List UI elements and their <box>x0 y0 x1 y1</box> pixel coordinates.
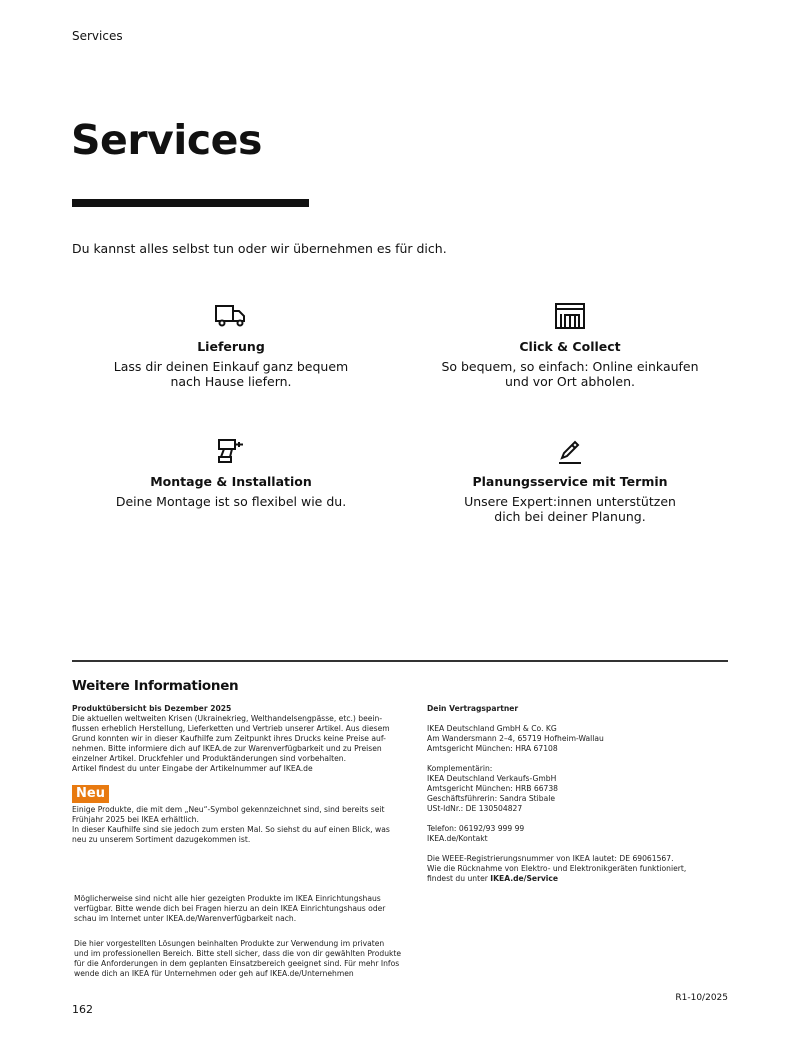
service-description <box>420 359 720 389</box>
page-number: 162 <box>72 1003 93 1016</box>
truck-icon <box>213 301 249 331</box>
text-line: flussen erheblich Herstellung, Lieferketten und Vertrieb unserer Artikel. Aus diesem <box>72 724 390 733</box>
text-line: Geschäftsführerin: Sandra Stibale <box>427 794 556 803</box>
service-lieferung <box>81 301 381 389</box>
service-description <box>420 494 720 524</box>
service-title: Click & Collect <box>519 339 621 354</box>
service-desc-line: nach Hause liefern. <box>170 374 292 389</box>
availability-note <box>74 894 404 924</box>
service-description <box>81 359 381 389</box>
product-overview-block <box>72 704 402 774</box>
running-header: Services <box>72 29 123 43</box>
service-description <box>81 494 381 509</box>
text-line: Die hier vorgestellten Lösungen beinhalten Produkte zur Verwendung im privaten <box>74 939 385 948</box>
text-line: und im professionellen Bereich. Bitte stell sicher, dass die von dir gewählten Produkte <box>74 949 402 958</box>
service-title: Planungsservice mit Termin <box>472 474 668 489</box>
text-line: neu zu unserem Sortiment dazugekommen ist. <box>72 835 251 844</box>
version-label: R1-10/2025 <box>675 993 728 1003</box>
text-line: Amtsgericht München: HRA 67108 <box>427 744 558 753</box>
text-line: Amtsgericht München: HRB 66738 <box>427 784 559 793</box>
service-montage <box>81 436 381 509</box>
title-underline-bar <box>72 199 309 207</box>
service-title: Lieferung <box>197 339 265 354</box>
text-line: für die Anforderungen in dem geplanten Einsatzbereich geeignet sind. Für mehr Infos <box>74 959 400 968</box>
service-title: Montage & Installation <box>150 474 312 489</box>
service-desc-line: Lass dir deinen Einkauf ganz bequem <box>113 359 349 374</box>
section-divider <box>72 660 728 662</box>
contract-partner-heading: Dein Vertragspartner <box>427 704 519 713</box>
service-planung <box>420 436 720 524</box>
text-line: Frühjahr 2025 bei IKEA erhältlich. <box>72 815 199 824</box>
service-desc-line: und vor Ort abholen. <box>505 374 635 389</box>
pencil-icon <box>552 436 588 466</box>
text-line: schau im Internet unter IKEA.de/Warenverfügbarkeit nach. <box>74 914 297 923</box>
text-line: Am Wandersmann 2–4, 65719 Hofheim-Wallau <box>427 734 604 743</box>
service-desc-line: Deine Montage ist so flexibel wie du. <box>115 494 347 509</box>
text-line: Die aktuellen weltweiten Krisen (Ukrainekrieg, Welthandelsengpässe, etc.) beein- <box>72 714 383 723</box>
kontakt-link[interactable]: IKEA.de/Kontakt <box>427 834 488 843</box>
text-line <box>427 874 727 884</box>
neu-badge: Neu <box>72 785 109 803</box>
text-fragment: findest du unter <box>427 874 491 883</box>
text-line: IKEA Deutschland Verkaufs-GmbH <box>427 774 557 783</box>
text-line: Möglicherweise sind nicht alle hier gezeigten Produkte im IKEA Einrichtungshaus <box>74 894 381 903</box>
service-desc-line: So bequem, so einfach: Online einkaufen <box>441 359 699 374</box>
text-line: Grund konnten wir in dieser Kaufhilfe zum Zeitpunkt ihres Drucks keine Preise auf- <box>72 734 386 743</box>
text-line: nehmen. Bitte informiere dich auf IKEA.de zur Warenverfügbarkeit und zu Preisen <box>72 744 382 753</box>
page-title: Services <box>71 116 262 164</box>
text-line: Einige Produkte, die mit dem „Neu“-Symbol gekennzeichnet sind, sind bereits seit <box>72 805 385 814</box>
text-line: Telefon: 06192/93 999 99 <box>427 824 525 833</box>
service-desc-line: dich bei deiner Planung. <box>494 509 646 524</box>
text-line: einzelner Artikel. Druckfehler und Produktänderungen sind vorbehalten. <box>72 754 347 763</box>
contract-partner-block <box>427 704 727 884</box>
store-icon <box>552 301 588 331</box>
text-line: IKEA Deutschland GmbH & Co. KG <box>427 724 557 733</box>
drill-icon <box>213 436 249 466</box>
text-line: Die WEEE-Registrierungsnummer von IKEA lautet: DE 69061567. <box>427 854 674 863</box>
text-line: In dieser Kaufhilfe sind sie jedoch zum ersten Mal. So siehst du auf einen Blick, was <box>72 825 390 834</box>
text-line: USt-IdNr.: DE 130504827 <box>427 804 523 813</box>
service-click-collect <box>420 301 720 389</box>
text-line: wende dich an IKEA für Unternehmen oder geh auf IKEA.de/Unternehmen <box>74 969 354 978</box>
text-line: verfügbar. Bitte wende dich bei Fragen hierzu an dein IKEA Einrichtungshaus oder <box>74 904 386 913</box>
text-line: Komplementärin: <box>427 764 493 773</box>
neu-explanation <box>72 805 402 845</box>
text-line: Wie die Rücknahme von Elektro- und Elektronikgeräten funktioniert, <box>427 864 687 873</box>
info-section-title: Weitere Informationen <box>72 678 239 694</box>
product-overview-heading: Produktübersicht bis Dezember 2025 <box>72 704 232 713</box>
service-link[interactable]: IKEA.de/Service <box>490 874 559 883</box>
service-desc-line: Unsere Expert:innen unterstützen <box>464 494 676 509</box>
usage-note <box>74 939 404 979</box>
intro-text: Du kannst alles selbst tun oder wir übernehmen es für dich. <box>72 241 447 256</box>
text-line: Artikel findest du unter Eingabe der Artikelnummer auf IKEA.de <box>72 764 313 773</box>
